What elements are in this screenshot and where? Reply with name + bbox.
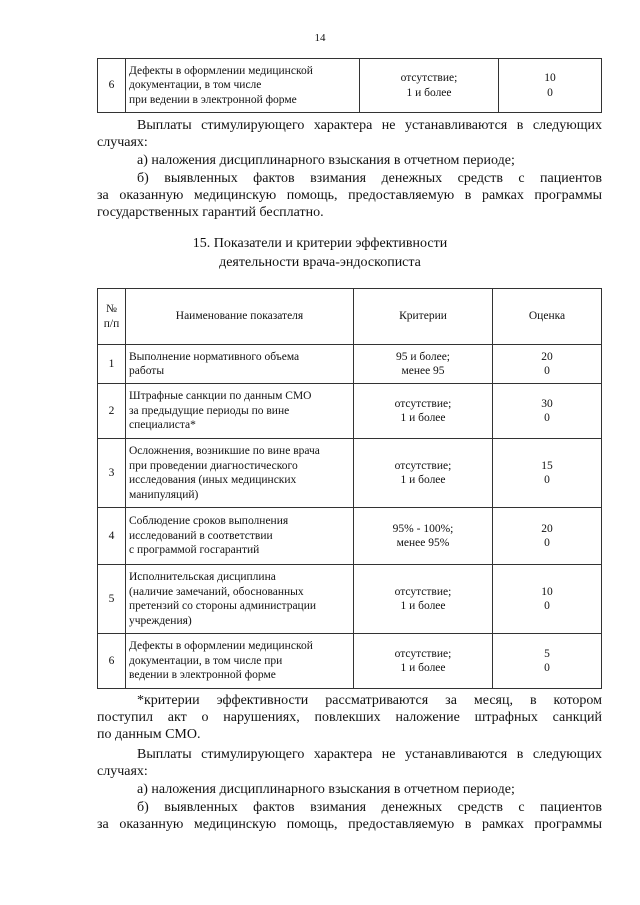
list-item-a: а) наложения дисциплинарного взыскания в отчетном периоде; (137, 782, 515, 797)
indicator-name: Исполнительская дисциплина (наличие замечаний, обоснованных претензий со стороны администрации учреждения) (126, 565, 354, 634)
criteria-cell: отсутствие; 1 и более (354, 384, 493, 439)
indicators-table (97, 288, 602, 689)
list-item-b: б) выявленных фактов взимания денежных средств с пациентов (137, 800, 602, 815)
list-item-b-cont: за оказанную медицинскую помощь, предоставляемую в рамках программы (97, 817, 602, 832)
indicator-name: Дефекты в оформлении медицинской документации, в том числе при ведении в электронной форме (126, 59, 360, 113)
paragraph-text: случаях: (97, 135, 148, 150)
header-num: № п/п (98, 289, 126, 345)
score-cell: 10 0 (499, 59, 602, 113)
criteria-cell: отсутствие; 1 и более (360, 59, 499, 113)
section-title-cont: деятельности врача-эндоскописта (219, 255, 421, 270)
header-name: Наименование показателя (126, 289, 354, 345)
score-cell: 30 0 (493, 384, 602, 439)
table-header-row (98, 289, 602, 345)
footnote-cont: поступил акт о нарушениях, повлекших наложение штрафных санкций (97, 710, 602, 725)
table-row (98, 59, 602, 113)
indicator-name: Дефекты в оформлении медицинской документации, в том числе при ведении в электронной форме (126, 634, 354, 689)
table-row (98, 439, 602, 508)
table-row (98, 634, 602, 689)
criteria-cell: отсутствие; 1 и более (354, 439, 493, 508)
footnote-cont: по данным СМО. (97, 727, 201, 742)
indicator-name: Осложнения, возникшие по вине врача при проведении диагностического исследования (иных медицинских манипуляций) (126, 439, 354, 508)
paragraph-text: случаях: (97, 764, 148, 779)
score-cell: 5 0 (493, 634, 602, 689)
row-number: 4 (98, 508, 126, 565)
score-cell: 10 0 (493, 565, 602, 634)
list-item-b-cont: за оказанную медицинскую помощь, предоставляемую в рамках программы (97, 188, 602, 203)
row-number: 6 (98, 634, 126, 689)
row-number: 2 (98, 384, 126, 439)
row-number: 3 (98, 439, 126, 508)
criteria-cell: отсутствие; 1 и более (354, 634, 493, 689)
score-cell: 15 0 (493, 439, 602, 508)
header-criteria: Критерии (354, 289, 493, 345)
header-score: Оценка (493, 289, 602, 345)
list-item-a: а) наложения дисциплинарного взыскания в отчетном периоде; (137, 153, 515, 168)
criteria-cell: 95 и более; менее 95 (354, 345, 493, 384)
criteria-cell: отсутствие; 1 и более (354, 565, 493, 634)
row-number: 1 (98, 345, 126, 384)
paragraph-text: Выплаты стимулирующего характера не устанавливаются в следующих (137, 118, 602, 133)
list-item-b: б) выявленных фактов взимания денежных средств с пациентов (137, 171, 602, 186)
score-cell: 20 0 (493, 345, 602, 384)
paragraph-text: Выплаты стимулирующего характера не устанавливаются в следующих (137, 747, 602, 762)
score-cell: 20 0 (493, 508, 602, 565)
table-row (98, 508, 602, 565)
page-number: 14 (314, 32, 326, 44)
indicator-name: Соблюдение сроков выполнения исследований в соответствии с программой госгарантий (126, 508, 354, 565)
table-row (98, 384, 602, 439)
footnote: *критерии эффективности рассматриваются за месяц, в котором (137, 693, 602, 708)
continuation-table (97, 58, 602, 113)
table-row (98, 345, 602, 384)
section-title: 15. Показатели и критерии эффективности (192, 236, 448, 251)
indicator-name: Штрафные санкции по данным СМО за предыдущие периоды по вине специалиста* (126, 384, 354, 439)
indicator-name: Выполнение нормативного объема работы (126, 345, 354, 384)
row-number: 6 (98, 59, 126, 113)
criteria-cell: 95% - 100%; менее 95% (354, 508, 493, 565)
row-number: 5 (98, 565, 126, 634)
list-item-b-cont: государственных гарантий бесплатно. (97, 205, 324, 220)
table-row (98, 565, 602, 634)
